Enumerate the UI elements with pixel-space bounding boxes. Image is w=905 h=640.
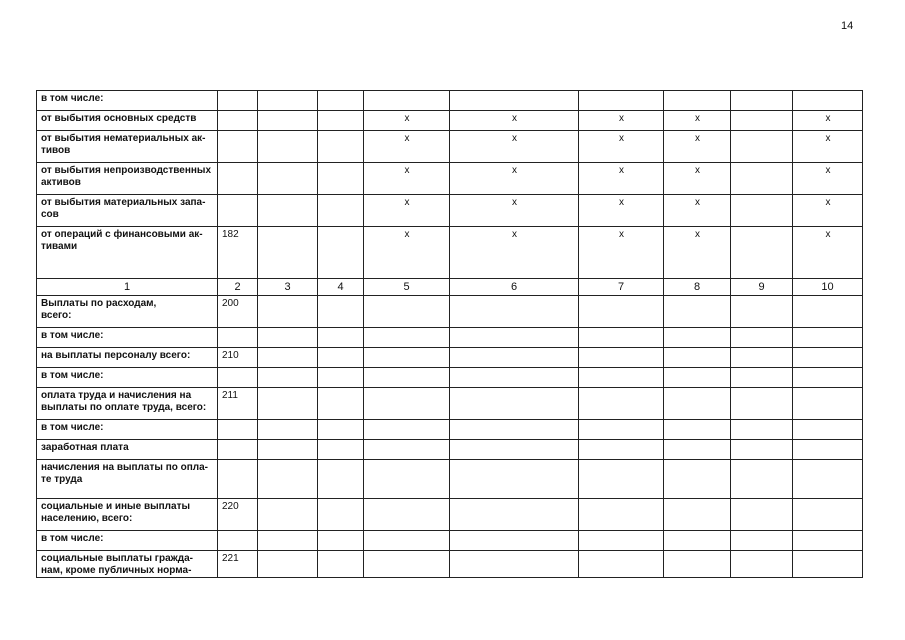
row-label: в том числе: [37, 368, 218, 388]
empty-cell [664, 551, 731, 578]
empty-cell [364, 388, 450, 420]
empty-cell [793, 296, 863, 328]
empty-cell [364, 551, 450, 578]
empty-cell [731, 551, 793, 578]
row-label: в том числе: [37, 328, 218, 348]
x-mark: х [793, 111, 863, 131]
empty-cell [258, 111, 318, 131]
empty-cell [664, 368, 731, 388]
empty-cell [664, 499, 731, 531]
row-label: от выбытия материальных запа- сов [37, 195, 218, 227]
empty-cell [450, 531, 579, 551]
empty-cell [450, 328, 579, 348]
empty-cell [579, 296, 664, 328]
empty-cell [793, 420, 863, 440]
empty-cell [318, 227, 364, 279]
empty-cell [579, 440, 664, 460]
empty-cell [579, 388, 664, 420]
x-mark: х [793, 195, 863, 227]
empty-cell [793, 91, 863, 111]
empty-cell [731, 368, 793, 388]
row-code [218, 368, 258, 388]
row-code [218, 440, 258, 460]
row-code: 182 [218, 227, 258, 279]
empty-cell [731, 499, 793, 531]
empty-cell [450, 296, 579, 328]
empty-cell [731, 163, 793, 195]
empty-cell [793, 328, 863, 348]
row-code: 211 [218, 388, 258, 420]
empty-cell [731, 460, 793, 499]
empty-cell [731, 91, 793, 111]
empty-cell [318, 195, 364, 227]
empty-cell [579, 460, 664, 499]
row-label: Выплаты по расходам, всего: [37, 296, 218, 328]
empty-cell [258, 551, 318, 578]
empty-cell [318, 296, 364, 328]
row-label: от выбытия непроизводственных активов [37, 163, 218, 195]
x-mark: х [364, 131, 450, 163]
x-mark: х [793, 131, 863, 163]
table-row [37, 111, 863, 131]
column-number: 6 [450, 279, 579, 296]
empty-cell [731, 440, 793, 460]
table-row [37, 163, 863, 195]
empty-cell [731, 227, 793, 279]
x-mark: х [579, 195, 664, 227]
empty-cell [664, 460, 731, 499]
column-number: 1 [37, 279, 218, 296]
row-code [218, 420, 258, 440]
table-row [37, 328, 863, 348]
empty-cell [318, 531, 364, 551]
empty-cell [318, 551, 364, 578]
empty-cell [731, 111, 793, 131]
table-row [37, 131, 863, 163]
empty-cell [258, 368, 318, 388]
row-code [218, 531, 258, 551]
empty-cell [258, 195, 318, 227]
empty-cell [731, 296, 793, 328]
empty-cell [258, 328, 318, 348]
empty-cell [664, 531, 731, 551]
empty-cell [793, 348, 863, 368]
x-mark: х [579, 131, 664, 163]
empty-cell [318, 328, 364, 348]
empty-cell [731, 328, 793, 348]
empty-cell [364, 531, 450, 551]
empty-cell [664, 420, 731, 440]
row-label: от выбытия основных средств [37, 111, 218, 131]
empty-cell [318, 111, 364, 131]
column-number: 4 [318, 279, 364, 296]
empty-cell [258, 460, 318, 499]
empty-cell [318, 163, 364, 195]
empty-cell [364, 91, 450, 111]
row-label: начисления на выплаты по опла- те труда [37, 460, 218, 499]
empty-cell [731, 348, 793, 368]
table-row [37, 388, 863, 420]
empty-cell [258, 388, 318, 420]
empty-cell [664, 348, 731, 368]
x-mark: х [450, 227, 579, 279]
x-mark: х [664, 163, 731, 195]
table-row [37, 91, 863, 111]
table-row [37, 420, 863, 440]
empty-cell [731, 195, 793, 227]
empty-cell [364, 348, 450, 368]
empty-cell [318, 499, 364, 531]
empty-cell [664, 388, 731, 420]
row-label: на выплаты персоналу всего: [37, 348, 218, 368]
table-row [37, 499, 863, 531]
empty-cell [731, 131, 793, 163]
row-label: социальные выплаты гражда- нам, кроме публичных норма- [37, 551, 218, 578]
x-mark: х [450, 195, 579, 227]
column-number: 10 [793, 279, 863, 296]
row-code [218, 195, 258, 227]
x-mark: х [664, 111, 731, 131]
empty-cell [793, 531, 863, 551]
empty-cell [793, 440, 863, 460]
empty-cell [258, 348, 318, 368]
empty-cell [450, 551, 579, 578]
empty-cell [364, 296, 450, 328]
empty-cell [450, 91, 579, 111]
x-mark: х [450, 111, 579, 131]
empty-cell [579, 91, 664, 111]
table-top-section [37, 91, 863, 279]
empty-cell [318, 348, 364, 368]
row-code [218, 111, 258, 131]
empty-cell [318, 131, 364, 163]
table-row [37, 296, 863, 328]
row-code: 210 [218, 348, 258, 368]
empty-cell [258, 131, 318, 163]
x-mark: х [793, 163, 863, 195]
table-row [37, 227, 863, 279]
x-mark: х [364, 163, 450, 195]
empty-cell [364, 499, 450, 531]
row-code [218, 91, 258, 111]
empty-cell [450, 420, 579, 440]
row-code [218, 163, 258, 195]
table-row [37, 460, 863, 499]
x-mark: х [664, 131, 731, 163]
empty-cell [579, 368, 664, 388]
empty-cell [258, 420, 318, 440]
empty-cell [664, 440, 731, 460]
table-row [37, 195, 863, 227]
x-mark: х [579, 111, 664, 131]
empty-cell [731, 420, 793, 440]
empty-cell [258, 296, 318, 328]
page-number: 14 [841, 20, 854, 32]
empty-cell [318, 460, 364, 499]
x-mark: х [364, 111, 450, 131]
x-mark: х [450, 131, 579, 163]
empty-cell [793, 368, 863, 388]
row-code [218, 131, 258, 163]
empty-cell [664, 91, 731, 111]
empty-cell [731, 388, 793, 420]
column-number: 5 [364, 279, 450, 296]
empty-cell [364, 368, 450, 388]
column-number: 9 [731, 279, 793, 296]
empty-cell [258, 227, 318, 279]
table-row [37, 531, 863, 551]
column-number: 2 [218, 279, 258, 296]
empty-cell [258, 440, 318, 460]
empty-cell [258, 91, 318, 111]
empty-cell [318, 368, 364, 388]
empty-cell [450, 499, 579, 531]
table-row [37, 551, 863, 578]
row-label: в том числе: [37, 91, 218, 111]
row-label: социальные и иные выплаты населению, всего: [37, 499, 218, 531]
table-bottom-section [37, 296, 863, 578]
empty-cell [664, 296, 731, 328]
empty-cell [793, 551, 863, 578]
header-row [37, 279, 863, 296]
empty-cell [450, 388, 579, 420]
empty-cell [579, 551, 664, 578]
empty-cell [258, 499, 318, 531]
table-row [37, 348, 863, 368]
empty-cell [793, 460, 863, 499]
x-mark: х [364, 195, 450, 227]
empty-cell [318, 388, 364, 420]
column-number: 8 [664, 279, 731, 296]
empty-cell [579, 328, 664, 348]
empty-cell [258, 531, 318, 551]
table-row [37, 368, 863, 388]
empty-cell [579, 499, 664, 531]
empty-cell [364, 420, 450, 440]
column-number-header [37, 279, 863, 296]
row-code: 221 [218, 551, 258, 578]
empty-cell [579, 348, 664, 368]
empty-cell [364, 440, 450, 460]
row-label: оплата труда и начисления на выплаты по оплате труда, всего: [37, 388, 218, 420]
x-mark: х [793, 227, 863, 279]
table-row [37, 440, 863, 460]
empty-cell [318, 440, 364, 460]
empty-cell [450, 348, 579, 368]
budget-table [36, 90, 863, 578]
empty-cell [579, 420, 664, 440]
empty-cell [318, 91, 364, 111]
empty-cell [793, 499, 863, 531]
empty-cell [664, 328, 731, 348]
empty-cell [258, 163, 318, 195]
empty-cell [793, 388, 863, 420]
x-mark: х [579, 163, 664, 195]
x-mark: х [450, 163, 579, 195]
empty-cell [364, 328, 450, 348]
empty-cell [364, 460, 450, 499]
x-mark: х [579, 227, 664, 279]
column-number: 3 [258, 279, 318, 296]
empty-cell [318, 420, 364, 440]
row-label: в том числе: [37, 420, 218, 440]
row-code [218, 460, 258, 499]
empty-cell [450, 368, 579, 388]
row-label: от выбытия нематериальных ак- тивов [37, 131, 218, 163]
row-label: заработная плата [37, 440, 218, 460]
x-mark: х [664, 227, 731, 279]
x-mark: х [364, 227, 450, 279]
row-code [218, 328, 258, 348]
empty-cell [731, 531, 793, 551]
column-number: 7 [579, 279, 664, 296]
empty-cell [450, 440, 579, 460]
row-label: от операций с финансовыми ак- тивами [37, 227, 218, 279]
x-mark: х [664, 195, 731, 227]
empty-cell [450, 460, 579, 499]
row-code: 220 [218, 499, 258, 531]
row-label: в том числе: [37, 531, 218, 551]
row-code: 200 [218, 296, 258, 328]
empty-cell [579, 531, 664, 551]
